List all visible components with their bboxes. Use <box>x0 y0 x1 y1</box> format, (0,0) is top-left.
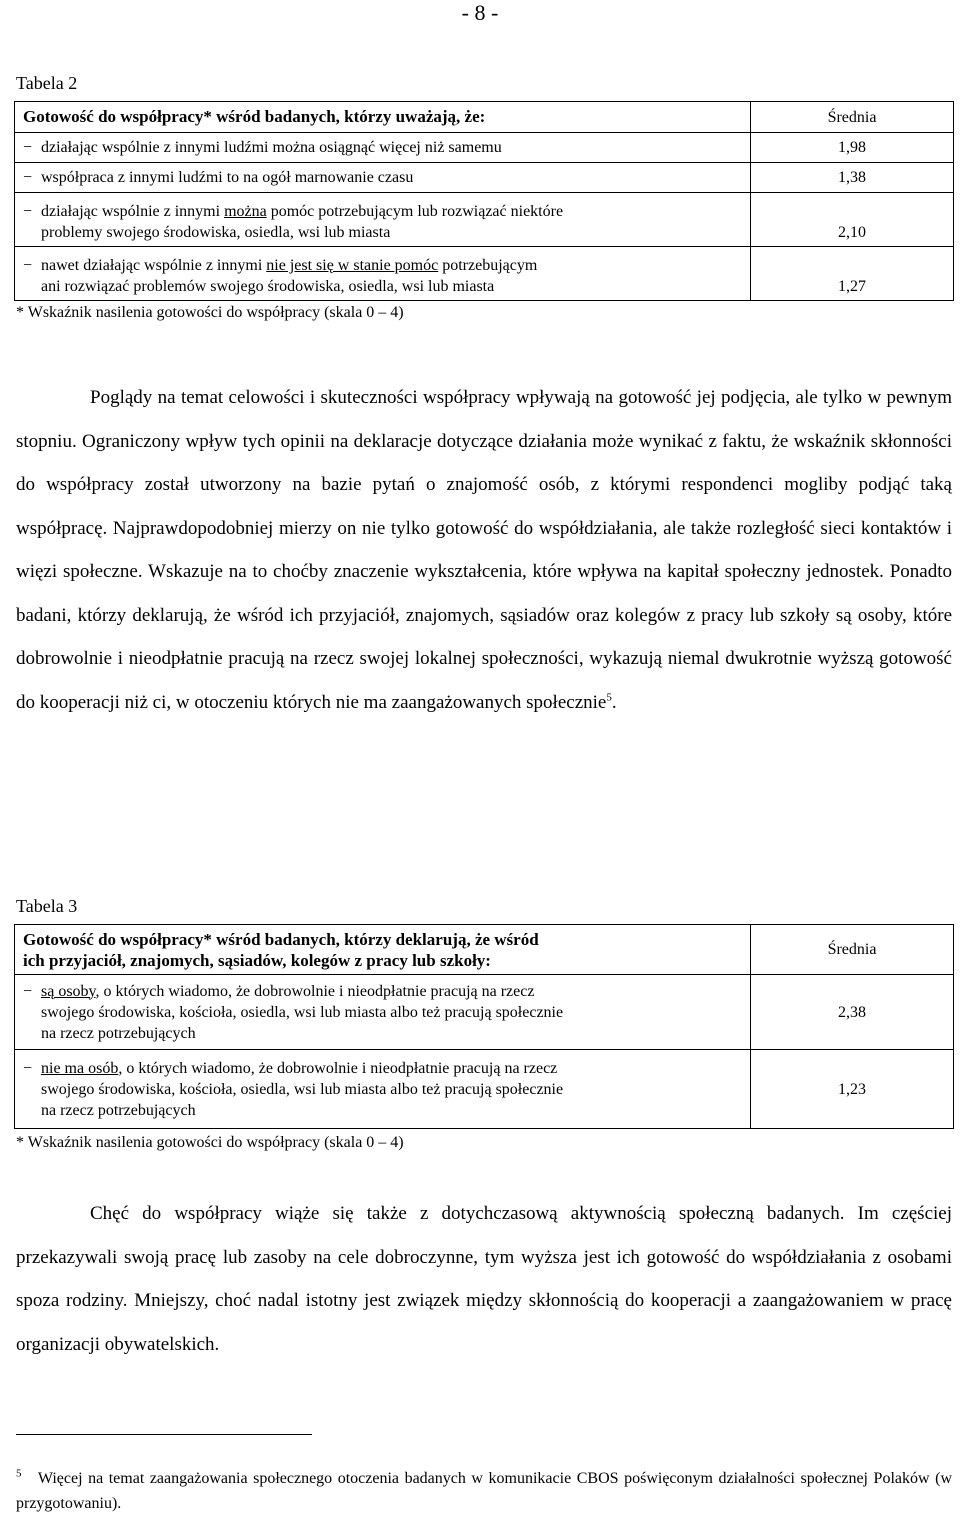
dash-bullet: − <box>23 203 33 220</box>
table-row <box>15 247 954 301</box>
table-3-caption: Tabela 3 <box>16 896 78 916</box>
page-number: - 8 - <box>461 0 499 25</box>
footnote: $^5$ Więcej na temat zaangażowania społecznego otoczenia badanych w komunikacie CBOS poświęconym działalności społecznej Polaków (w przygotowaniu). <box>16 1467 952 1512</box>
row-value: 1,38 <box>751 163 954 193</box>
table-row <box>15 163 954 193</box>
row-text-line-1: nie ma osób, o których wiadomo, że dobrowolnie i nieodpłatnie pracują na rzecz <box>41 1059 558 1077</box>
table-row <box>15 133 954 163</box>
table-2-mean-label: Średnia <box>751 102 954 133</box>
table-3-header-row <box>15 925 954 975</box>
table-2-header: Gotowość do współpracy* wśród badanych, którzy uważają, że: <box>15 102 751 133</box>
row-value: 1,27 <box>751 247 954 301</box>
footnote-number: 5 <box>16 1467 22 1480</box>
row-text-line-2: swojego środowiska, kościoła, osiedla, wsi lub miasta albo też pracują społecznie <box>41 1080 564 1098</box>
row-text: współpraca z innymi ludźmi to na ogół marnowanie czasu <box>41 169 414 186</box>
row-value: 1,23 <box>751 1050 954 1129</box>
row-text: działając wspólnie z innymi ludźmi można osiągnąć więcej niż samemu <box>41 139 502 156</box>
row-text-line-1: nawet działając wspólnie z innymi nie jest się w stanie pomóc potrzebującym <box>41 257 538 274</box>
table-2-header-row <box>15 102 954 133</box>
table-row <box>15 975 954 1050</box>
table-2-note: * Wskaźnik nasilenia gotowości do współpracy (skala 0 – 4) <box>16 304 404 321</box>
row-value: 2,38 <box>751 975 954 1050</box>
row-text-line-2: ani rozwiązać problemów swojego środowiska, osiedla, wsi lub miasta <box>41 278 495 295</box>
row-value: 2,10 <box>751 193 954 247</box>
row-text-line-2: problemy swojego środowiska, osiedla, wsi lub miasta <box>41 224 391 241</box>
row-text-line-2: swojego środowiska, kościoła, osiedla, wsi lub miasta albo też pracują społecznie <box>41 1003 564 1021</box>
dash-bullet: − <box>23 139 33 156</box>
table-row <box>15 1050 954 1129</box>
table-3-header: Gotowość do współpracy* wśród badanych, którzy deklarują, że wśród ich przyjaciół, znajomych, sąsiadów, kolegów z pracy lub szkoły: <box>15 925 751 975</box>
paragraph-2: Chęć do współpracy wiąże się także z dotychczasową aktywnością społeczną badanych. Im częściej przekazywali swoją pracę lub zasoby na cele dobroczynne, tym wyższa jest ich gotowość do współdziałania z osobami spoza rodziny. Mniejszy, choć nadal istotny jest związek między skłonnością do kooperacji a zaangażowaniem w pracę organizacji obywatelskich. <box>16 1203 952 1355</box>
row-text-line-3: na rzecz potrzebujących <box>41 1101 196 1119</box>
table-3-note: * Wskaźnik nasilenia gotowości do współpracy (skala 0 – 4) <box>16 1134 404 1151</box>
table-2-caption: Tabela 2 <box>16 73 78 93</box>
dash-bullet: − <box>23 257 33 274</box>
dash-bullet: − <box>23 982 33 1000</box>
table-3 <box>14 924 954 1129</box>
row-text-line-3: na rzecz potrzebujących <box>41 1024 196 1042</box>
footnote-rule <box>16 1434 312 1435</box>
row-value: 1,98 <box>751 133 954 163</box>
footnote-ref: 5 <box>606 691 612 704</box>
table-2 <box>14 101 954 301</box>
table-row <box>15 193 954 247</box>
dash-bullet: − <box>23 1059 33 1077</box>
table-3-mean-label: Średnia <box>751 925 954 975</box>
dash-bullet: − <box>23 169 33 186</box>
row-text-line-1: działając wspólnie z innymi można pomóc potrzebującym lub rozwiązać niektóre <box>41 203 564 220</box>
row-text-line-1: są osoby, o których wiadomo, że dobrowolnie i nieodpłatnie pracują na rzecz <box>41 982 535 1000</box>
paragraph-1: Poglądy na temat celowości i skuteczności współpracy wpływają na gotowość jej podjęcia, ale tylko w pewnym stopniu. Ograniczony wpływ tych opinii na deklaracje dotyczące działania może wynikać z faktu, że wskaźnik skłonności do współpracy został utworzony na bazie pytań o znajomość osób, z którymi respondenci mogliby podjąć taką współpracę. Najprawdopodobniej mierzy on nie tylko gotowość do współdziałania, ale także rozległość sieci kontaktów i więzi społeczne. Wskazuje na to choćby znaczenie wykształcenia, które wpływa na kapitał społeczny jednostek. Ponadto badani, którzy deklarują, że wśród ich przyjaciół, znajomych, sąsiadów oraz kolegów z pracy lub szkoły są osoby, które dobrowolnie i nieodpłatnie pracują na rzecz swojej lokalnej społeczności, wykazują niemal dwukrotnie wyższą gotowość do kooperacji niż ci, w otoczeniu których nie ma zaangażowanych społecznie$^5$. <box>16 387 952 713</box>
